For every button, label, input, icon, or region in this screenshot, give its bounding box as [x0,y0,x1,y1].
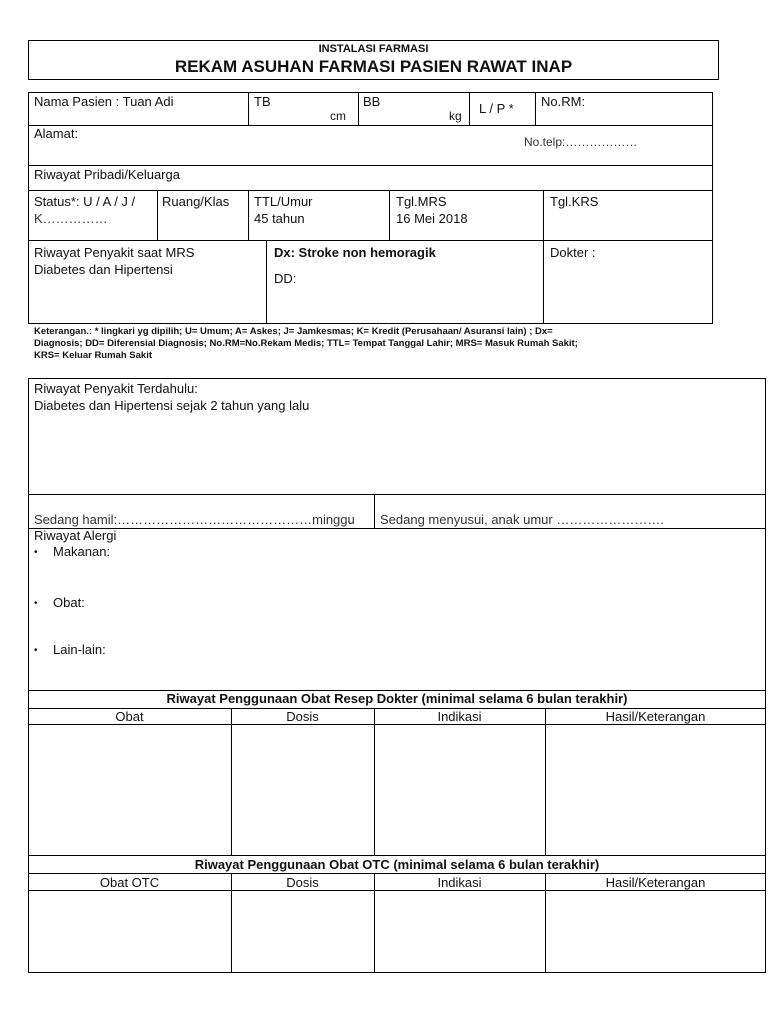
header-subtitle: INSTALASI FARMASI [318,43,429,55]
resep-table-title: Riwayat Penggunaan Obat Resep Dokter (minimal selama 6 bulan terakhir) [166,691,628,706]
ttl-label: TTL/Umur [254,194,313,209]
status-label[interactable]: Status*: U / A / J / [34,194,136,209]
riwayat-terdahulu-value: Diabetes dan Hipertensi sejak 2 tahun yang lalu [34,398,310,413]
telp-label: No.telp:……………… [524,135,638,149]
alergi-obat-label: Obat: [53,595,85,610]
page-title: REKAM ASUHAN FARMASI PASIEN RAWAT INAP [174,57,573,76]
keterangan-line-2: Diagnosis; DD= Diferensial Diagnosis; No.RM=No.Rekam Medis; TTL= Tempat Tanggal Lahir; MRS= Masuk Rumah Sakit; [34,338,578,349]
alergi-makanan-label: Makanan: [53,544,111,559]
menyusui-field[interactable]: Sedang menyusui, anak umur ……………………. [380,512,664,527]
norm-label: No.RM: [541,94,586,109]
ttl-value: 45 tahun [254,211,305,226]
alergi-bullet: • [34,645,38,656]
bb-label: BB [363,94,381,109]
resep-col-obat: Obat [115,709,144,724]
riwayat-pribadi-label: Riwayat Pribadi/Keluarga [34,167,180,182]
bb-unit: kg [449,109,462,123]
riwayat-mrs-value: Diabetes dan Hipertensi [34,262,173,277]
alergi-bullet: • [34,547,38,558]
tb-label: TB [254,94,271,109]
dokter-label: Dokter : [550,245,596,260]
otc-col-hasil: Hasil/Keterangan [605,875,706,890]
patient-name-label: Nama Pasien : Tuan Adi [34,94,174,109]
status-k[interactable]: K…………… [34,211,108,226]
keterangan-line-1: Keterangan.: * lingkari yg dipilih; U= Umum; A= Askes; J= Jamkesmas; K= Kredit (Perusahaan/ Asuransi lain) ; Dx= [34,326,553,337]
riwayat-mrs-label: Riwayat Penyakit saat MRS [34,245,195,260]
otc-col-indikasi: Indikasi [437,875,482,890]
otc-col-dosis: Dosis [286,875,319,890]
alergi-title: Riwayat Alergi [34,528,117,543]
riwayat-terdahulu-label: Riwayat Penyakit Terdahulu: [34,381,198,396]
resep-col-hasil: Hasil/Keterangan [605,709,706,724]
resep-col-indikasi: Indikasi [437,709,482,724]
tgl-mrs-label: Tgl.MRS [396,194,447,209]
tgl-krs-label: Tgl.KRS [550,194,599,209]
tgl-mrs-value: 16 Mei 2018 [396,211,468,226]
ruang-label: Ruang/Klas [162,194,230,209]
alamat-label: Alamat: [34,126,79,141]
dd-label: DD: [274,271,297,286]
alergi-lain-label: Lain-lain: [53,642,106,657]
tb-unit: cm [330,109,346,123]
gender-select-label[interactable]: L / P * [479,101,514,116]
keterangan-line-3: KRS= Keluar Rumah Sakit [34,350,152,361]
otc-table-title: Riwayat Penggunaan Obat OTC (minimal selama 6 bulan terakhir) [194,857,600,872]
hamil-field[interactable]: Sedang hamil:………………………………………minggu [34,512,355,527]
resep-col-dosis: Dosis [286,709,319,724]
diagnosis-label: Dx: Stroke non hemoragik [274,245,436,260]
otc-col-obat: Obat OTC [99,875,160,890]
alergi-bullet: • [34,598,38,609]
